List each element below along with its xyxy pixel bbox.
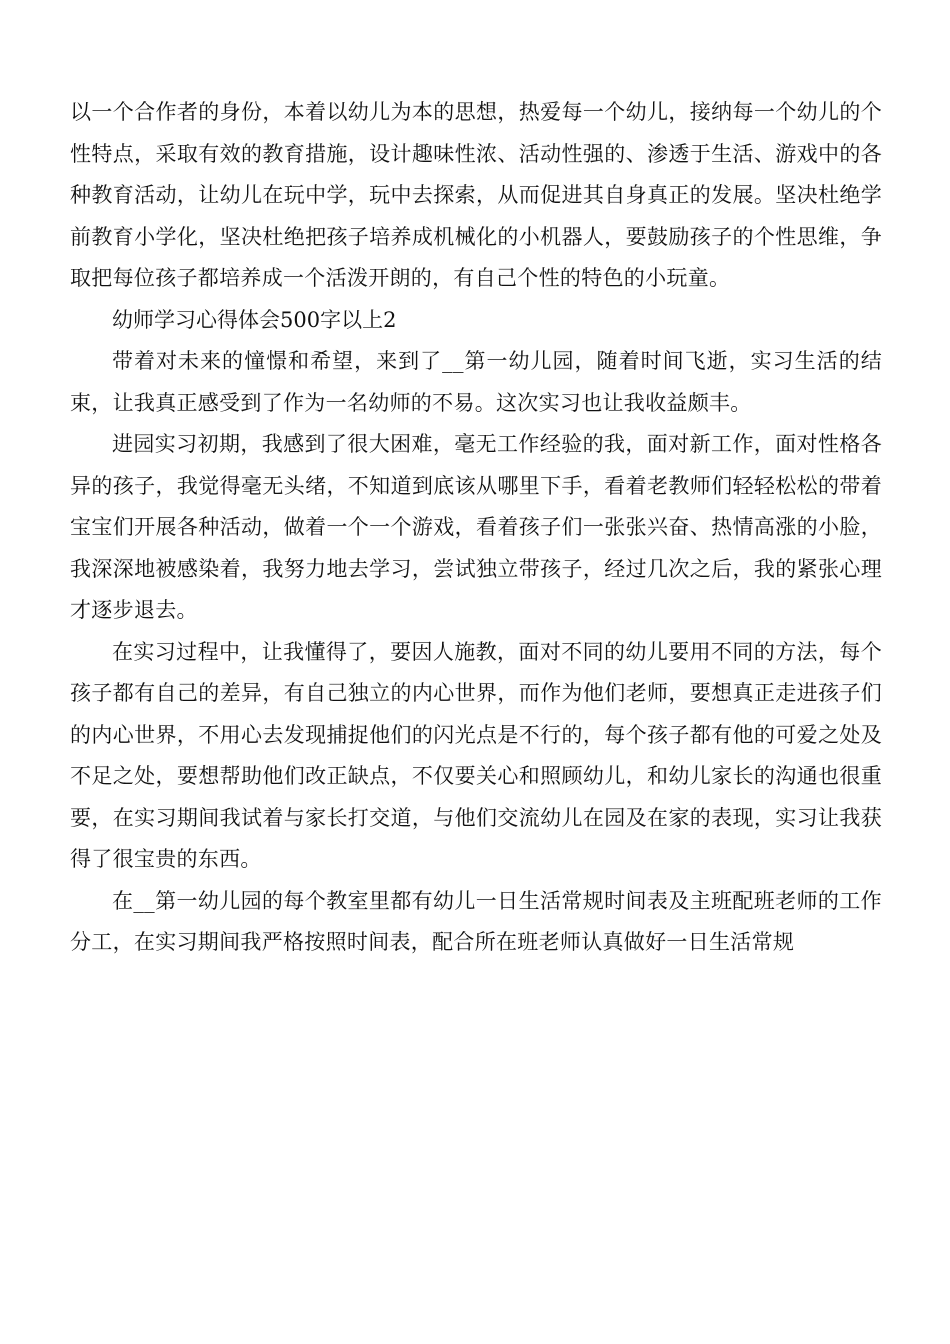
paragraph: 进园实习初期，我感到了很大困难，毫无工作经验的我，面对新工作，面对性格各异的孩子，我觉得毫无头绪，不知道到底该从哪里下手，看着老教师们轻轻松松的带着宝宝们开展各种活动，做着一个一个游戏，看着孩子们一张张兴奋、热情高涨的小脸，我深深地被感染着，我努力地去学习，尝试独立带孩子，经过几次之后，我的紧张心理才逐步退去。 [70, 432, 882, 622]
paragraph: 在实习过程中，让我懂得了，要因人施教，面对不同的幼儿要用不同的方法，每个孩子都有自己的差异，有自己独立的内心世界，而作为他们老师，要想真正走进孩子们的内心世界，不用心去发现捕捉他们的闪光点是不行的，每个孩子都有他的可爱之处及不足之处，要想帮助他们改正缺点，不仅要关心和照顾幼儿，和幼儿家长的沟通也很重要，在实习期间我试着与家长打交道，与他们交流幼儿在园及在家的表现，实习让我获得了很宝贵的东西。 [70, 639, 882, 871]
paragraph: 带着对未来的憧憬和希望，来到了__第一幼儿园，随着时间飞逝，实习生活的结束，让我真正感受到了作为一名幼师的不易。这次实习也让我收益颇丰。 [70, 349, 882, 415]
section-heading: 幼师学习心得体会500字以上2 [112, 307, 397, 332]
paragraph: 在__第一幼儿园的每个教室里都有幼儿一日生活常规时间表及主班配班老师的工作分工，在实习期间我严格按照时间表，配合所在班老师认真做好一日生活常规 [70, 888, 882, 954]
paragraph-continuation: 以一个合作者的身份，本着以幼儿为本的思想，热爱每一个幼儿，接纳每一个幼儿的个性特点，采取有效的教育措施，设计趣味性浓、活动性强的、渗透于生活、游戏中的各种教育活动，让幼儿在玩中学，玩中去探索，从而促进其自身真正的发展。坚决杜绝学前教育小学化，坚决杜绝把孩子培养成机械化的小机器人，要鼓励孩子的个性思维，争取把每位孩子都培养成一个活泼开朗的，有自己个性的特色的小玩童。 [70, 100, 882, 290]
document-body [70, 92, 882, 964]
